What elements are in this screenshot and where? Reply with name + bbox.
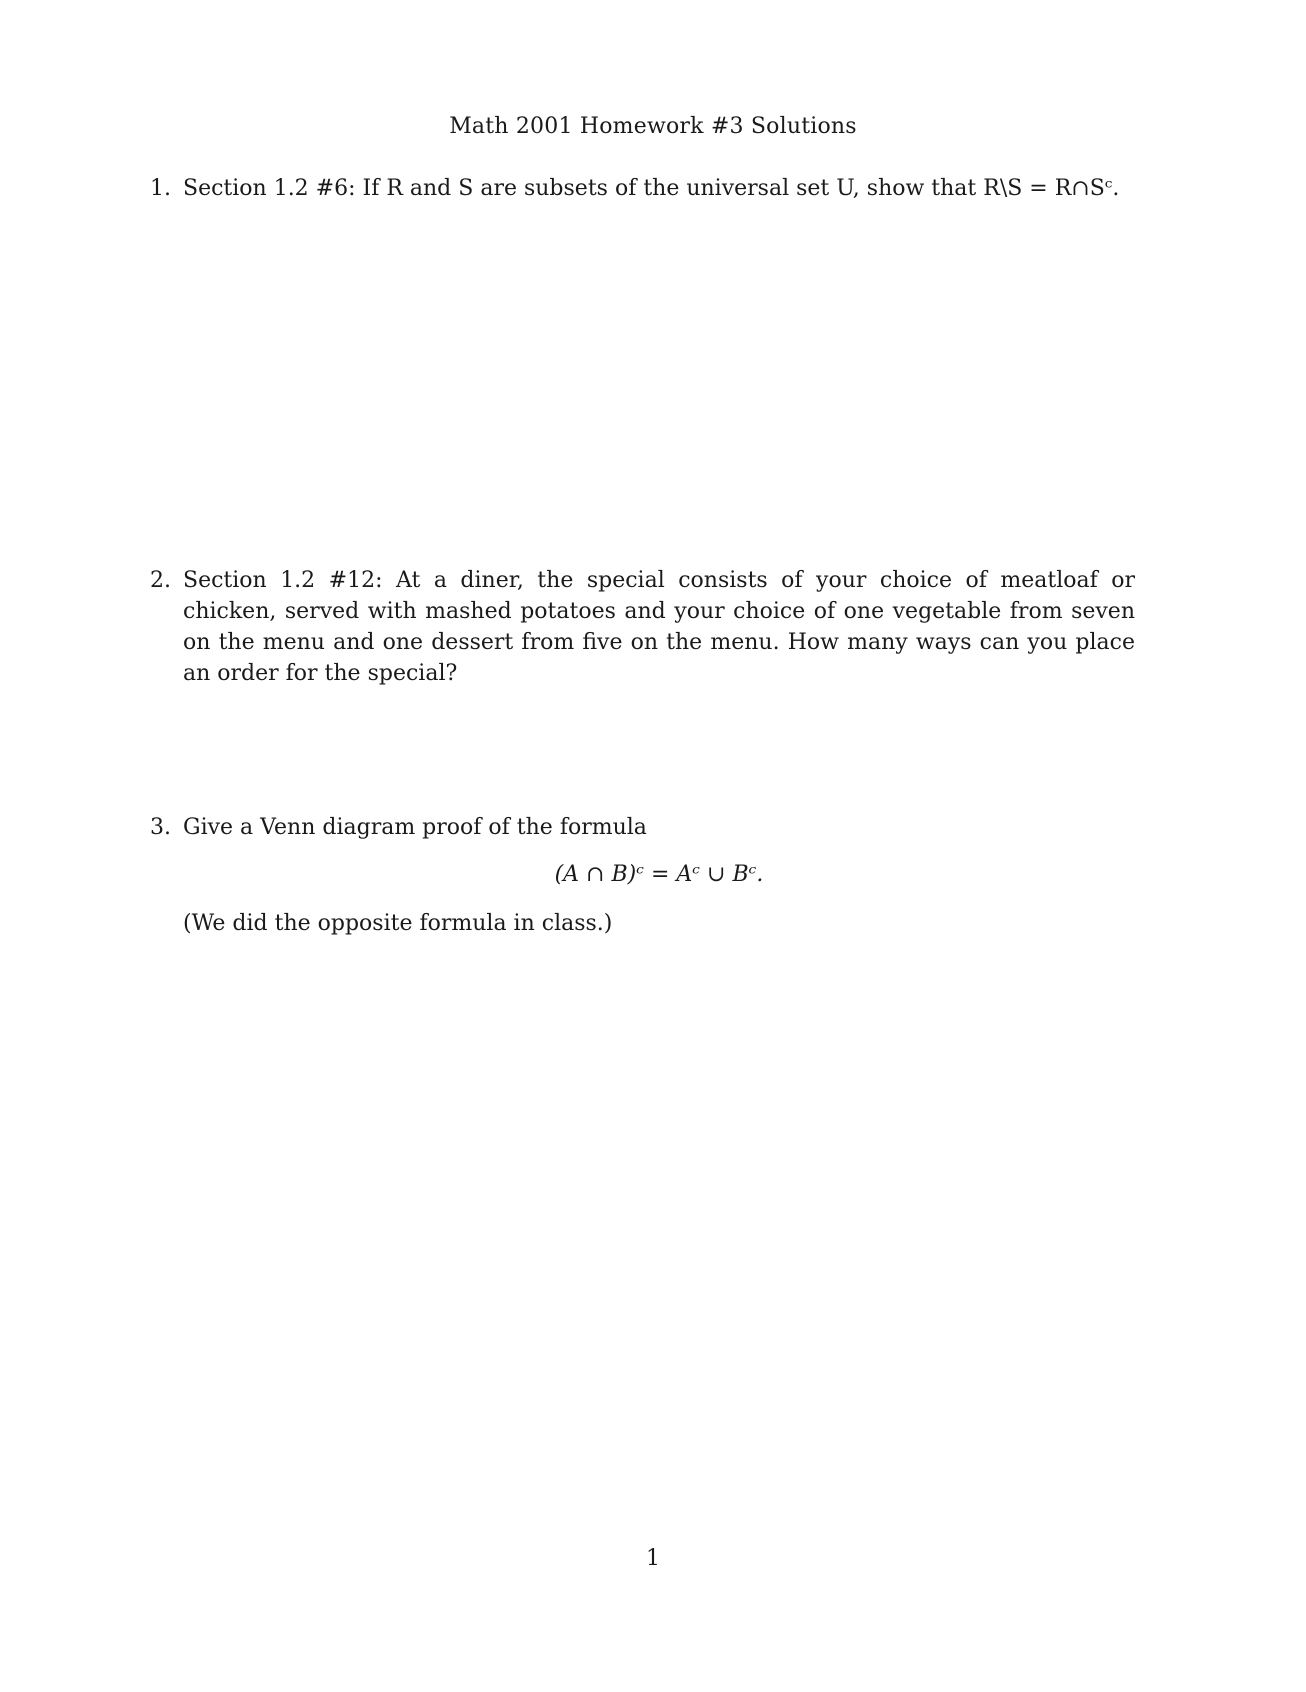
problem-number: 1. xyxy=(150,176,171,201)
page-title: Math 2001 Homework #3 Solutions xyxy=(449,114,857,139)
problem-number: 3. xyxy=(150,815,171,840)
problem-text: Section 1.2 #6: If R and S are subsets of the universal set U, show that R\S = R∩Sᶜ. xyxy=(183,176,1120,201)
problem-1 xyxy=(150,173,1135,204)
problem-text: Give a Venn diagram proof of the formula xyxy=(183,815,647,840)
problem-note: (We did the opposite formula in class.) xyxy=(183,911,613,936)
page-number: 1 xyxy=(646,1546,660,1571)
display-formula: (A ∩ B)ᶜ = Aᶜ ∪ Bᶜ. xyxy=(554,862,764,887)
problem-3 xyxy=(150,812,1135,939)
problem-number: 2. xyxy=(150,568,171,593)
problem-text: Section 1.2 #12: At a diner, the special consists of your choice of meatloaf or chicken, served with mashed potatoes and your choice of one vegetable from seven on the menu and one dessert from five on the menu. How many ways can you place an order for the special? xyxy=(183,568,1135,686)
problem-2 xyxy=(150,565,1135,689)
